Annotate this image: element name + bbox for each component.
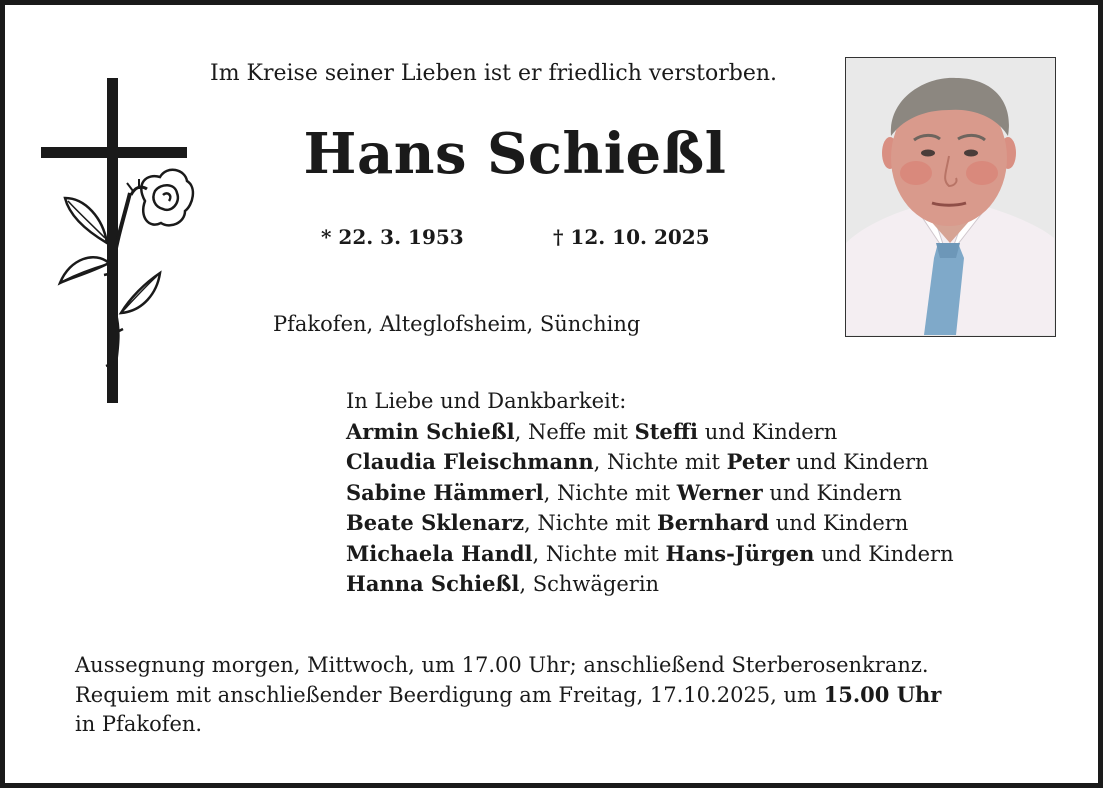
service-line-3: in Pfakofen. [75,712,203,736]
service-time: 15.00 Uhr [823,682,942,707]
mourner-partner: Peter [726,449,790,474]
mourner-suffix: und Kindern [698,419,838,444]
mourner-partner: Bernhard [657,510,770,535]
birth-date: * 22. 3. 1953 [321,225,464,249]
deceased-name: Hans Schießl [303,121,727,187]
mourner-line [346,508,954,539]
portrait-illustration [846,58,1054,335]
mourners-intro: In Liebe und Dankbarkeit: [346,389,627,413]
service-line-2-text: Requiem mit anschließender Beerdigung am Freitag, 17.10.2025, um [75,683,824,707]
portrait-photo [845,57,1056,337]
intro-text: Im Kreise seiner Lieben ist er friedlich verstorben. [210,61,777,86]
mourner-relation: , Nichte mit [532,541,666,566]
mourner-suffix: und Kindern [762,480,902,505]
mourner-line [346,539,954,570]
mourner-line [346,417,954,448]
mourner-suffix: und Kindern [769,511,909,535]
service-line-2 [75,680,1065,710]
mourners-block [346,386,954,600]
mourner-relation: , Nichte mit [543,480,677,505]
death-date: † 12. 10. 2025 [553,225,710,249]
mourner-line [346,569,954,600]
places: Pfakofen, Alteglofsheim, Sünching [273,312,641,336]
cross-with-rose-icon [35,73,200,408]
mourner-name: Armin Schießl [346,418,515,444]
mourner-partner: Hans-Jürgen [665,540,815,566]
mourner-name: Sabine Hämmerl [346,479,544,505]
service-info [75,651,1065,739]
mourner-suffix: und Kindern [814,541,954,566]
mourner-relation: , Schwägerin [519,572,660,596]
mourner-suffix: und Kindern [789,450,929,474]
mourner-relation: , Nichte mit [524,511,658,535]
mourner-relation: , Nichte mit [593,450,727,474]
mourner-line [346,447,954,478]
mourner-name: Claudia Fleischmann [346,449,594,474]
mourner-relation: , Neffe mit [514,419,635,444]
mourner-partner: Steffi [634,418,699,444]
mourner-name: Beate Sklenarz [346,510,525,535]
mourner-line [346,478,954,509]
mourner-partner: Werner [676,479,763,505]
service-line-1: Aussegnung morgen, Mittwoch, um 17.00 Uhr; anschließend Sterberosenkranz. [75,653,929,677]
mourner-name: Michaela Handl [346,540,533,566]
mourner-name: Hanna Schießl [346,571,520,596]
